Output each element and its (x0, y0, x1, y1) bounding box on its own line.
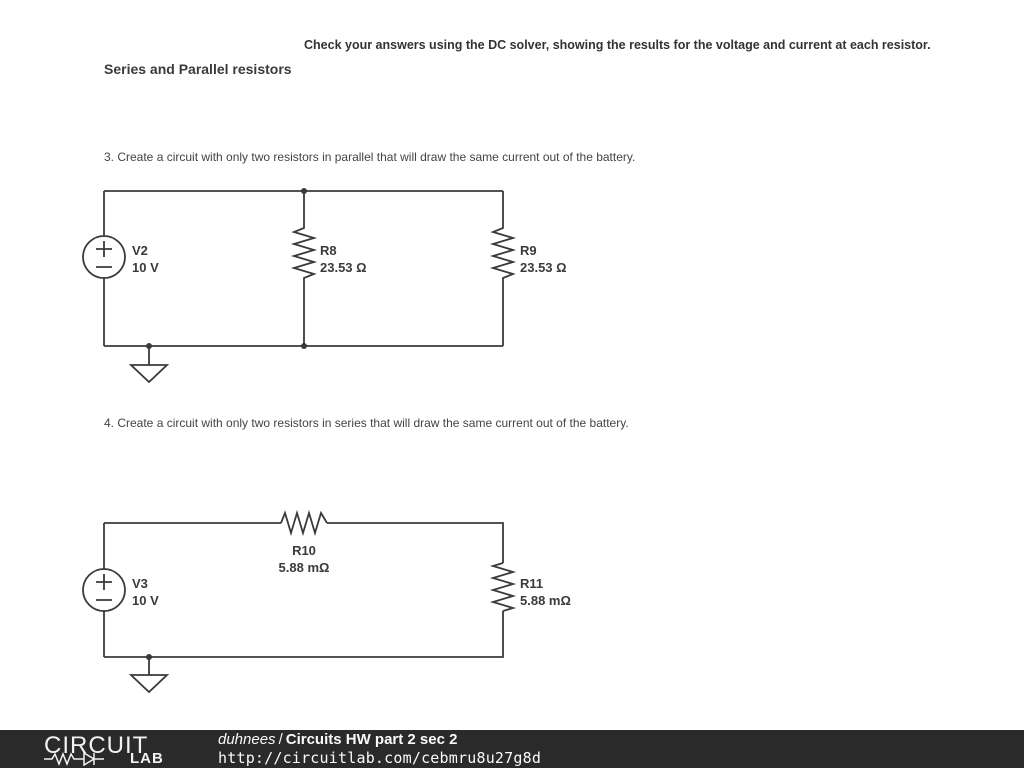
series-circuit (83, 513, 571, 692)
resistor-r8[interactable] (294, 191, 314, 346)
ground-icon[interactable] (131, 346, 167, 382)
r10-name-label: R10 (292, 543, 316, 558)
title-separator: / (278, 731, 283, 748)
v3-name-label: V3 (132, 576, 148, 591)
r9-value-label: 23.53 Ω (520, 260, 567, 275)
r11-value-label: 5.88 mΩ (520, 593, 571, 608)
circuit-url-link[interactable]: http://circuitlab.com/cebmru8u27g8d (218, 749, 542, 767)
r8-value-label: 23.53 Ω (320, 260, 367, 275)
author-username[interactable]: duhnees (218, 731, 276, 748)
resistor-r9[interactable] (493, 191, 513, 346)
r9-name-label: R9 (520, 243, 537, 258)
logo-resistor-diode-icon (44, 752, 134, 766)
circuit-title[interactable]: Circuits HW part 2 sec 2 (285, 731, 458, 748)
page-heading: Series and Parallel resistors (104, 61, 292, 77)
v2-value-label: 10 V (132, 260, 159, 275)
circuitlab-logo-sub: LAB (130, 750, 164, 767)
solver-instruction: Check your answers using the DC solver, showing the results for the voltage and current at each resistor. (304, 38, 931, 52)
question-4: 4. Create a circuit with only two resistors in series that will draw the same current out of the battery. (104, 416, 629, 430)
circuitlab-logo[interactable]: CIRCUIT (44, 732, 149, 759)
ground-icon[interactable] (131, 657, 167, 692)
r10-value-label: 5.88 mΩ (278, 560, 330, 575)
node-dot (301, 188, 307, 194)
r8-name-label: R8 (320, 243, 337, 258)
parallel-circuit (83, 188, 567, 382)
r11-name-label: R11 (520, 576, 544, 591)
footer-bar (0, 730, 1024, 768)
question-3: 3. Create a circuit with only two resistors in parallel that will draw the same current out of the battery. (104, 150, 636, 164)
voltage-source-v2[interactable] (83, 236, 125, 278)
resistor-r11[interactable] (493, 563, 513, 611)
series-bottom-wire (104, 611, 503, 657)
node-dot (301, 343, 307, 349)
v3-value-label: 10 V (132, 593, 159, 608)
voltage-source-v3[interactable] (83, 569, 125, 611)
v2-name-label: V2 (132, 243, 148, 258)
circuit-author-title (218, 731, 457, 748)
resistor-r10[interactable] (281, 513, 327, 533)
series-top-wire-right (327, 523, 503, 563)
